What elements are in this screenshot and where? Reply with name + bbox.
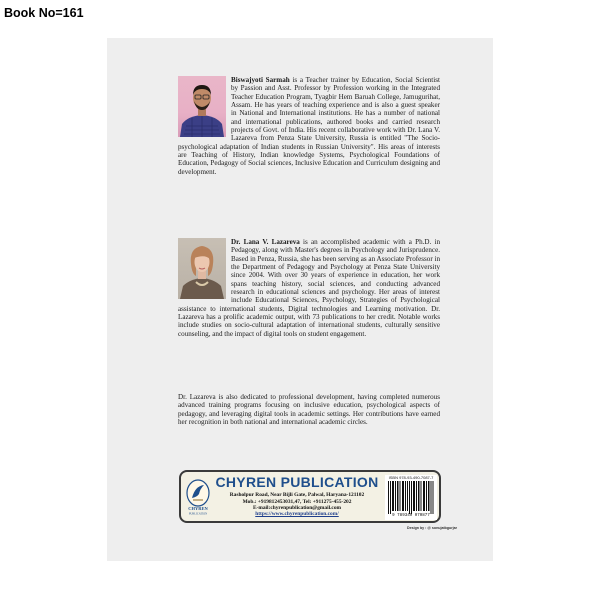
- author-bio-lazareva: [178, 238, 440, 338]
- author-bio-sarmah: [178, 76, 440, 176]
- publisher-email: E-mail:chyrenpublication@gmail.com: [252, 505, 342, 511]
- publisher-logo-subtext: PUBLICATION: [188, 512, 208, 516]
- isbn-label: ISBN 978-93-490-7087-7: [388, 475, 434, 480]
- barcode-bars: [388, 481, 434, 514]
- publisher-website-link[interactable]: https://www.chyrenpublication.com/: [255, 511, 339, 517]
- book-number-label: Book No=161: [4, 6, 84, 20]
- isbn-barcode: [385, 475, 437, 520]
- publisher-box: [179, 470, 441, 523]
- book-back-cover: [107, 38, 493, 561]
- author-name-lazareva: Dr. Lana V. Lazareva: [231, 238, 300, 246]
- publisher-address: Rasholpur Road, Near Bijli Gate, Palwal, Haryana-121102: [229, 492, 365, 498]
- author-photo-lazareva: [178, 238, 226, 299]
- author-photo-sarmah: [178, 76, 226, 137]
- author-name-sarmah: Biswajyoti Sarmah: [231, 76, 290, 84]
- publisher-name: CHYREN PUBLICATION: [215, 474, 379, 490]
- author-bio-text-lazareva: is an accomplished academic with a Ph.D. in Pedagogy, along with Master's degrees in Psychology and Jurisprudence. Based in Penza, Russia, she has been serving as an Associate Professor in the Department of Pedagogy and Psychology at Penza State University since 2004. With over 30 years of experience in education, her work spans teaching history, social sciences, and conducting advanced research in educational sciences and psychology. Her areas of interest include Educational Sciences, Psychology, Strategies of Psychological assistance to international students, Digital technologies and Learning motivation. Dr. Lazareva has a prolific academic output, with 73 publications to her credit. Notable works include studies on socio-cultural adaptation of international students, culturally sensitive counseling, and the impact of digital tools on student engagement.: [178, 238, 440, 338]
- author-bio-lazareva-continued: [178, 393, 440, 426]
- author-bio-text-sarmah: is a Teacher trainer by Education, Social Scientist by Passion and Asst. Professor by Profession working in the Integrated Teacher Education Program, Tyagbir Hem Baruah College, Jamugurihat, Assam. He has years of teaching experience and is also a guest speaker in National and International institutions. He has a number of national and international publications, authored books and carried research projects of Govt. of India. His recent collaborative work with Dr. Lana V. Lazareva from Penza State University, Russia is entitled "The Socio-psychological adaptation of Indian students in Russian University". His areas of interests are Teaching of History, Indian knowledge Systems, Psychological Foundations of Education, Pedagogy of Social sciences, Inclusive Education and Curriculum designing and development.: [178, 76, 440, 176]
- designer-credit: Design by : @ sonujatbgurjar: [407, 526, 458, 530]
- publisher-phone: Mob.: +919812453031,47, Tel: +911275-455-202: [242, 499, 352, 505]
- publisher-logo-text: CHYREN: [188, 506, 208, 511]
- publisher-logo: [185, 478, 211, 516]
- isbn-number: 9 789349 070877: [392, 514, 430, 518]
- author-bio-text-lazareva-continued: Dr. Lazareva is also dedicated to professional development, having completed numerous advanced training programs focusing on inclusive education, psychological aspects of pedagogy, and leveraging digital tools in academic settings. Her contributions have earned her recognition in both national and international academic circles.: [178, 393, 440, 427]
